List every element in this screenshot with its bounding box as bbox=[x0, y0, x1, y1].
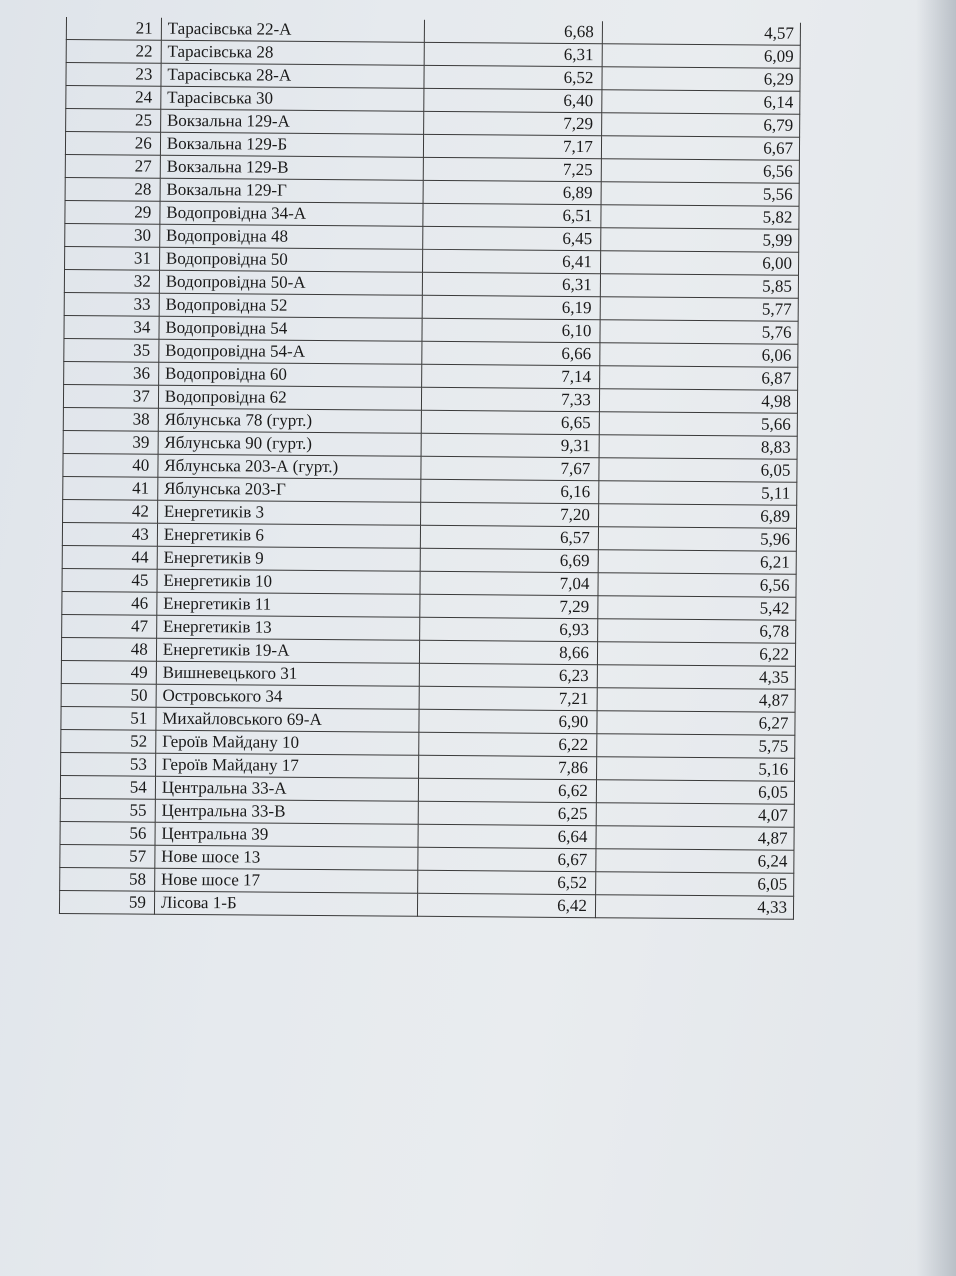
row-number: 52 bbox=[61, 729, 156, 753]
row-address: Вишневецького 31 bbox=[156, 661, 419, 686]
row-address: Яблунська 203-Г bbox=[158, 477, 421, 502]
row-number: 53 bbox=[61, 752, 156, 776]
row-value-2: 6,05 bbox=[595, 872, 793, 897]
row-number: 59 bbox=[59, 890, 154, 914]
row-address: Михайловського 69-А bbox=[156, 707, 419, 732]
row-number: 34 bbox=[64, 315, 159, 339]
row-address: Тарасівська 30 bbox=[161, 86, 424, 111]
row-number: 54 bbox=[60, 775, 155, 799]
row-address: Енергетиків 3 bbox=[157, 500, 420, 525]
row-value-2: 4,87 bbox=[597, 688, 795, 713]
row-value-2: 5,42 bbox=[598, 596, 796, 621]
row-value-2: 4,07 bbox=[596, 803, 794, 828]
row-number: 26 bbox=[65, 132, 160, 156]
row-value-1: 6,67 bbox=[418, 847, 596, 871]
row-address: Тарасівська 28 bbox=[161, 40, 424, 65]
row-value-2: 5,16 bbox=[596, 757, 794, 782]
row-number: 22 bbox=[66, 40, 161, 64]
row-value-2: 5,85 bbox=[600, 274, 798, 299]
row-value-2: 4,87 bbox=[596, 826, 794, 851]
row-number: 25 bbox=[66, 109, 161, 133]
row-address: Енергетиків 6 bbox=[157, 523, 420, 548]
row-number: 27 bbox=[65, 154, 160, 178]
row-value-1: 7,67 bbox=[421, 456, 599, 480]
row-value-1: 6,93 bbox=[420, 617, 598, 641]
row-number: 50 bbox=[61, 683, 156, 707]
row-value-1: 6,69 bbox=[420, 548, 598, 572]
row-value-2: 6,67 bbox=[601, 136, 799, 161]
row-value-2: 8,83 bbox=[599, 435, 797, 460]
row-address: Героїв Майдану 17 bbox=[155, 753, 418, 778]
row-address: Центральна 33-А bbox=[155, 776, 418, 801]
row-address: Центральна 39 bbox=[155, 822, 418, 847]
row-value-2: 4,33 bbox=[595, 895, 793, 920]
row-value-1: 6,64 bbox=[418, 824, 596, 848]
row-address: Яблунська 78 (гурт.) bbox=[158, 408, 421, 433]
row-address: Енергетиків 10 bbox=[157, 569, 420, 594]
row-value-1: 7,86 bbox=[418, 755, 596, 779]
row-value-1: 6,41 bbox=[422, 249, 600, 273]
row-value-2: 6,24 bbox=[596, 849, 794, 874]
row-number: 38 bbox=[63, 407, 158, 431]
row-value-2: 5,66 bbox=[599, 412, 797, 437]
row-address: Яблунська 90 (гурт.) bbox=[158, 431, 421, 456]
row-number: 56 bbox=[60, 821, 155, 845]
row-value-1: 6,23 bbox=[419, 663, 597, 687]
row-value-1: 6,66 bbox=[422, 341, 600, 365]
row-value-2: 6,21 bbox=[598, 550, 796, 575]
row-value-1: 6,65 bbox=[421, 410, 599, 434]
row-number: 58 bbox=[60, 867, 155, 891]
row-address: Водопровідна 60 bbox=[158, 362, 421, 387]
row-number: 44 bbox=[62, 545, 157, 569]
row-value-2: 5,77 bbox=[600, 297, 798, 322]
row-address: Вокзальна 129-Г bbox=[160, 178, 423, 203]
row-number: 33 bbox=[64, 292, 159, 316]
row-address: Енергетиків 9 bbox=[157, 546, 420, 571]
row-address: Вокзальна 129-Б bbox=[160, 132, 423, 157]
row-value-1: 8,66 bbox=[419, 640, 597, 664]
row-value-2: 6,78 bbox=[597, 619, 795, 644]
row-value-2: 5,76 bbox=[600, 320, 798, 345]
row-number: 45 bbox=[62, 568, 157, 592]
row-value-1: 6,31 bbox=[422, 272, 600, 296]
row-number: 51 bbox=[61, 706, 156, 730]
row-value-1: 6,62 bbox=[418, 778, 596, 802]
row-value-2: 5,11 bbox=[599, 481, 797, 506]
row-value-2: 5,96 bbox=[598, 527, 796, 552]
row-value-1: 6,51 bbox=[423, 203, 601, 227]
row-value-1: 6,19 bbox=[422, 295, 600, 319]
row-number: 40 bbox=[63, 453, 158, 477]
row-number: 37 bbox=[63, 384, 158, 408]
row-number: 32 bbox=[64, 269, 159, 293]
data-table bbox=[59, 17, 801, 920]
row-value-2: 6,56 bbox=[601, 159, 799, 184]
row-value-2: 6,29 bbox=[602, 67, 800, 92]
row-value-2: 5,75 bbox=[597, 734, 795, 759]
row-value-1: 6,89 bbox=[423, 180, 601, 204]
row-value-1: 7,20 bbox=[420, 502, 598, 526]
row-address: Водопровідна 50 bbox=[159, 247, 422, 272]
row-value-1: 7,33 bbox=[421, 387, 599, 411]
row-value-1: 7,17 bbox=[423, 134, 601, 158]
row-value-1: 6,90 bbox=[419, 709, 597, 733]
row-value-1: 6,10 bbox=[422, 318, 600, 342]
row-number: 43 bbox=[62, 522, 157, 546]
row-number: 49 bbox=[61, 660, 156, 684]
row-address: Вокзальна 129-А bbox=[160, 109, 423, 134]
row-number: 29 bbox=[65, 200, 160, 224]
row-value-2: 6,05 bbox=[599, 458, 797, 483]
row-value-2: 5,99 bbox=[601, 228, 799, 253]
row-value-2: 6,09 bbox=[602, 44, 800, 69]
row-number: 39 bbox=[63, 430, 158, 454]
row-number: 42 bbox=[63, 499, 158, 523]
row-address: Тарасівська 22-А bbox=[161, 18, 424, 43]
table-body bbox=[59, 17, 800, 919]
row-address: Центральна 33-В bbox=[155, 799, 418, 824]
row-value-1: 6,42 bbox=[417, 893, 595, 917]
row-number: 21 bbox=[66, 17, 161, 40]
row-value-2: 6,00 bbox=[600, 251, 798, 276]
row-value-1: 6,16 bbox=[421, 479, 599, 503]
row-value-2: 6,27 bbox=[597, 711, 795, 736]
row-number: 57 bbox=[60, 844, 155, 868]
row-value-2: 4,98 bbox=[599, 389, 797, 414]
row-address: Водопровідна 62 bbox=[158, 385, 421, 410]
row-address: Лісова 1-Б bbox=[154, 891, 417, 916]
row-value-1: 6,40 bbox=[424, 88, 602, 112]
row-address: Енергетиків 11 bbox=[157, 592, 420, 617]
row-value-2: 6,89 bbox=[598, 504, 796, 529]
row-number: 48 bbox=[61, 637, 156, 661]
row-number: 46 bbox=[62, 591, 157, 615]
row-number: 24 bbox=[66, 86, 161, 110]
row-value-1: 6,45 bbox=[423, 226, 601, 250]
row-number: 28 bbox=[65, 177, 160, 201]
row-value-1: 7,14 bbox=[422, 364, 600, 388]
row-value-1: 6,25 bbox=[418, 801, 596, 825]
row-number: 35 bbox=[64, 338, 159, 362]
table-row bbox=[59, 890, 793, 919]
row-value-1: 6,31 bbox=[424, 42, 602, 66]
row-number: 31 bbox=[65, 246, 160, 270]
table-container bbox=[59, 17, 801, 920]
row-address: Героїв Майдану 10 bbox=[156, 730, 419, 755]
row-number: 30 bbox=[65, 223, 160, 247]
row-value-1: 7,21 bbox=[419, 686, 597, 710]
row-value-1: 9,31 bbox=[421, 433, 599, 457]
row-value-2: 6,06 bbox=[600, 343, 798, 368]
row-value-2: 6,14 bbox=[602, 90, 800, 115]
row-address: Вокзальна 129-В bbox=[160, 155, 423, 180]
row-number: 23 bbox=[66, 63, 161, 87]
row-value-1: 6,52 bbox=[418, 870, 596, 894]
row-address: Енергетиків 13 bbox=[156, 615, 419, 640]
row-address: Водопровідна 52 bbox=[159, 293, 422, 318]
row-address: Нове шосе 13 bbox=[155, 845, 418, 870]
row-address: Водопровідна 54 bbox=[159, 316, 422, 341]
row-value-2: 5,56 bbox=[601, 182, 799, 207]
row-value-2: 6,22 bbox=[597, 642, 795, 667]
row-value-1: 7,29 bbox=[420, 594, 598, 618]
row-value-1: 7,25 bbox=[423, 157, 601, 181]
row-value-1: 6,52 bbox=[424, 65, 602, 89]
row-address: Островського 34 bbox=[156, 684, 419, 709]
row-value-2: 6,79 bbox=[601, 113, 799, 138]
row-value-1: 7,04 bbox=[420, 571, 598, 595]
row-address: Водопровідна 34-А bbox=[160, 201, 423, 226]
row-number: 36 bbox=[64, 361, 159, 385]
row-number: 47 bbox=[62, 614, 157, 638]
row-address: Водопровідна 48 bbox=[160, 224, 423, 249]
row-value-2: 4,35 bbox=[597, 665, 795, 690]
row-address: Водопровідна 54-А bbox=[159, 339, 422, 364]
page-edge-shadow bbox=[916, 0, 956, 1276]
row-value-1: 7,29 bbox=[424, 111, 602, 135]
row-address: Яблунська 203-А (гурт.) bbox=[158, 454, 421, 479]
row-value-2: 6,56 bbox=[598, 573, 796, 598]
row-value-1: 6,22 bbox=[419, 732, 597, 756]
row-address: Водопровідна 50-А bbox=[159, 270, 422, 295]
row-address: Тарасівська 28-А bbox=[161, 63, 424, 88]
row-value-2: 5,82 bbox=[601, 205, 799, 230]
row-value-2: 4,57 bbox=[602, 21, 800, 45]
row-address: Нове шосе 17 bbox=[154, 868, 417, 893]
row-number: 41 bbox=[63, 476, 158, 500]
row-value-1: 6,68 bbox=[424, 20, 602, 44]
row-number: 55 bbox=[60, 798, 155, 822]
row-value-1: 6,57 bbox=[420, 525, 598, 549]
row-value-2: 6,05 bbox=[596, 780, 794, 805]
row-value-2: 6,87 bbox=[599, 366, 797, 391]
row-address: Енергетиків 19-А bbox=[156, 638, 419, 663]
